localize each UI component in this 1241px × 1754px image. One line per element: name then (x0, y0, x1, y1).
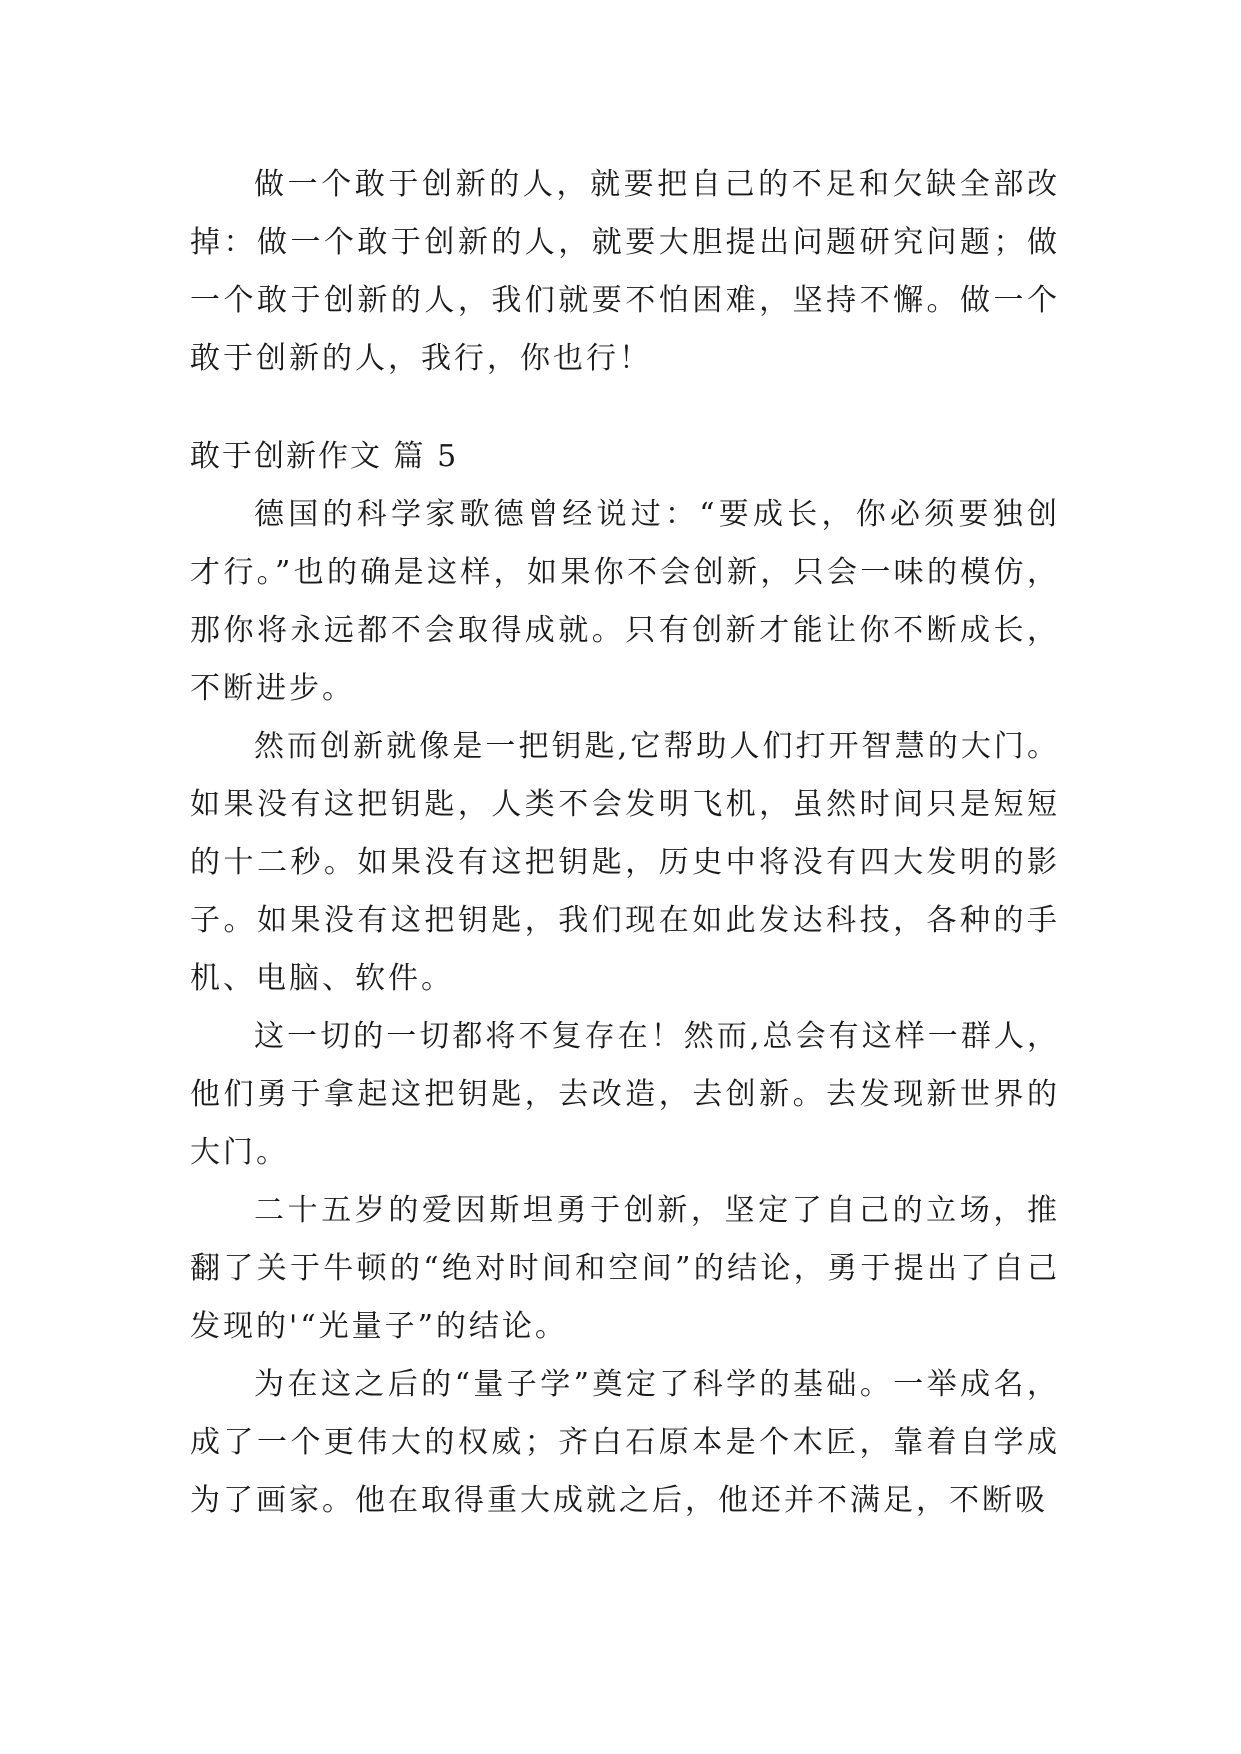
body-paragraph-4: 二十五岁的爱因斯坦勇于创新，坚定了自己的立场，推翻了关于牛顿的“绝对时间和空间”的结论，勇于提出了自己发现的'“光量子”的结论。 (190, 1193, 1060, 1344)
body-paragraph-1: 德国的科学家歌德曾经说过：“要成长，你必须要独创才行。”也的确是这样，如果你不会创新，只会一味的模仿，那你将永远都不会取得成就。只有创新才能让你不断成长，不断进步。 (190, 497, 1060, 706)
body-paragraph-5: 为在这之后的“量子学”奠定了科学的基础。一举成名，成了一个更伟大的权威；齐白石原本是个木匠，靠着自学成为了画家。他在取得重大成就之后，他还并不满足，不断吸 (190, 1367, 1060, 1518)
document-body (190, 156, 1060, 1530)
body-paragraph-3: 这一切的一切都将不复存在！然而,总会有这样一群人，他们勇于拿起这把钥匙，去改造，去创新。去发现新世界的大门。 (190, 1019, 1060, 1170)
section-heading: 敢于创新作文 篇 5 (190, 439, 459, 474)
body-paragraph-2: 然而创新就像是一把钥匙,它帮助人们打开智慧的大门。如果没有这把钥匙，人类不会发明飞机，虽然时间只是短短的十二秒。如果没有这把钥匙，历史中将没有四大发明的影子。如果没有这把钥匙，我们现在如此发达科技，各种的手机、电脑、软件。 (190, 729, 1060, 996)
intro-paragraph: 做一个敢于创新的人，就要把自己的不足和欠缺全部改掉：做一个敢于创新的人，就要大胆提出问题研究问题；做一个敢于创新的人，我们就要不怕困难，坚持不懈。做一个敢于创新的人，我行，你也行！ (190, 167, 1060, 376)
